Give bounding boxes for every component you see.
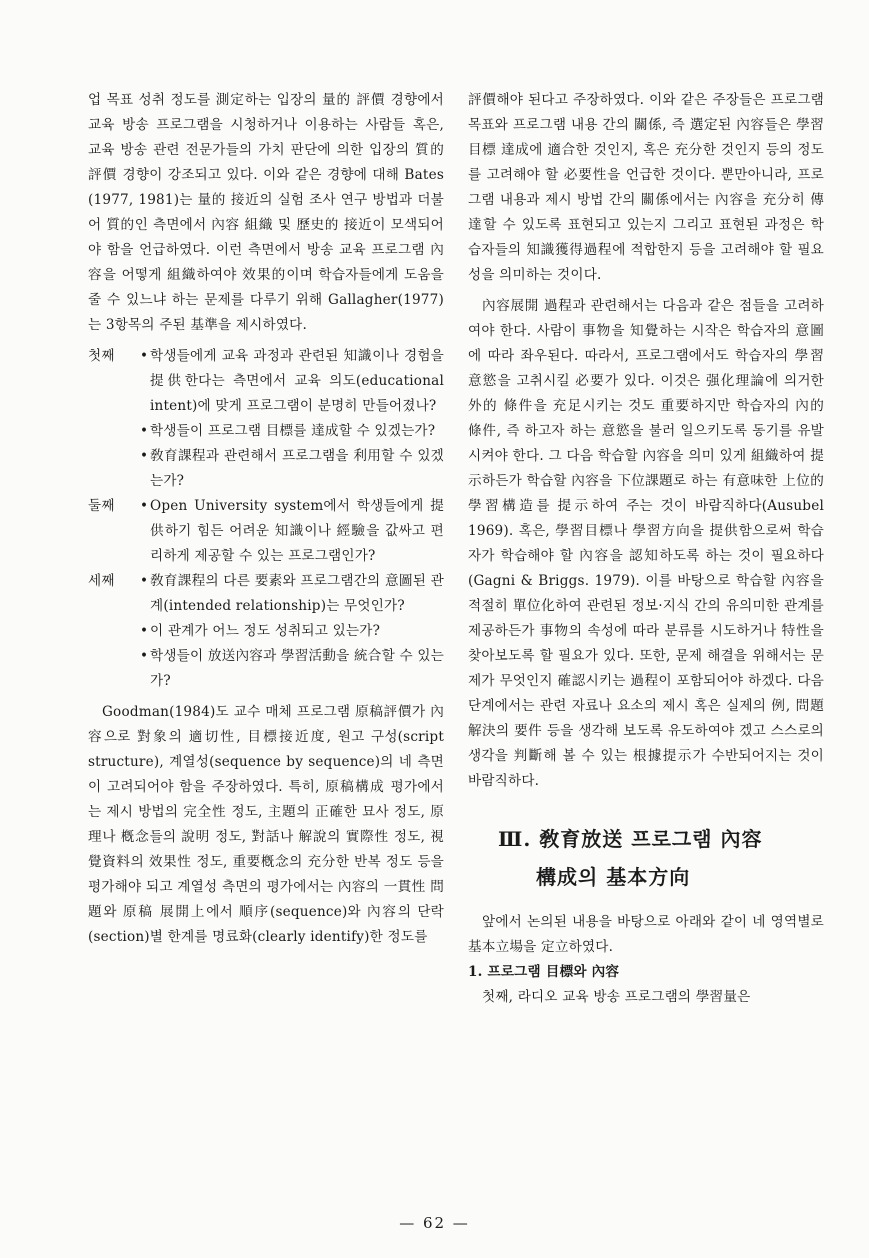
section-heading-line-2: 構成의 基本方向 [536, 865, 691, 889]
left-paragraph-1: 업 목표 성취 정도를 測定하는 입장의 量的 評價 경향에서 교육 방송 프로그램을 시청하거나 이용하는 사람들 혹은, 교육 방송 관련 전문가들의 가치 판단에 의한 입장의 質的 評價 경향이 강조되고 있다. 이와 같은 경향에 대해 Bates (1977, 1981)는 量的 接近의 실험 조사 연구 방법과 더불어 質的인 측면에서 內容 組織 및 歷史的 接近이 모색되어야 함을 언급하였다. 이런 측면에서 방송 교육 프로그램 內容을 어떻게 組織하여야 效果的이며 학습자들에게 도움을 줄 수 있느냐 하는 문제를 다루기 위해 Gallagher(1977)는 3항목의 주된 基準을 제시하였다. [88, 92, 444, 333]
question-text: 敎育課程의 다른 要素와 프로그램간의 意圖된 관계(intended relationship)는 무엇인가? [150, 573, 444, 614]
question-text: 이 관계가 어느 정도 성취되고 있는가? [150, 623, 381, 639]
question-item [88, 344, 444, 419]
right-paragraph-2: 內容展開 過程과 관련해서는 다음과 같은 점들을 고려하여야 한다. 사람이 事物을 知覺하는 시작은 학습자의 意圖에 따라 좌우된다. 따라서, 프로그램에서도 학습자의 學習意慾을 고취시킬 必要가 있다. 이것은 强化理論에 의거한 外的 條件을 充足시키는 것도 重要하지만 학습자의 內的 條件, 즉 하고자 하는 意慾을 불러 일으키도록 동기를 유발시켜야 한다. 그 다음 학습할 內容을 의미 있게 組織하여 提示하든가 학습할 內容을 下位課題로 하는 有意味한 上位的 學習構造를 提示하여 주는 것이 바람직하다(Ausubel 1969). 혹은, 學習目標나 學習方向을 提供함으로써 학습자가 학습해야 할 內容을 認知하도록 하는 것이 필요하다(Gagni & Briggs. 1979). 이를 바탕으로 학습할 內容을 적절히 單位化하여 관련된 정보·지식 간의 유의미한 관계를 제공하든가 事物의 속성에 따라 분류를 시도하거나 特性을 찾아보도록 할 필요가 있다. 또한, 문제 해결을 위해서는 문제가 무엇인지 確認시키는 過程이 포함되어야 하겠다. 다음 단계에서는 관련 자료나 요소의 제시 혹은 실제의 例, 問題解決의 要件 등을 생각해 보도록 유도하여야 겠고 스스로의 생각을 判斷해 볼 수 있는 根據提示가 수반되어지는 것이 바람직하다. [468, 298, 824, 789]
right-paragraph-3: 앞에서 논의된 내용을 바탕으로 아래와 같이 네 영역별로 基本立場을 定立하였다. [468, 914, 824, 955]
question-item [88, 569, 444, 619]
question-text: 敎育課程과 관련해서 프로그램을 利用할 수 있겠는가? [150, 448, 444, 489]
bullet-icon: • [140, 623, 149, 639]
question-item [88, 444, 444, 494]
left-paragraph-2: Goodman(1984)도 교수 매체 프로그램 原稿評價가 內容으로 對象의 適切性, 目標接近度, 원고 구성(script structure), 계열성(sequence by sequence)의 네 측면이 고려되어야 함을 주장하였다. 특히, 原稿構成 평가에서는 제시 방법의 完全性 정도, 主題의 正確한 묘사 정도, 原理나 槪念들의 說明 정도, 對話나 解說의 實際性 정도, 視覺資料의 效果性 정도, 重要槪念의 充分한 반복 정도 등을 평가해야 되고 계열성 측면의 평가에서는 內容의 一貫性 問題와 原稿 展開上에서 順序(sequence)와 內容의 단락(section)별 한계를 명료화(clearly identify)한 정도를 [88, 704, 444, 945]
question-item [88, 419, 444, 444]
question-group-third [88, 569, 444, 694]
bullet-icon: • [140, 423, 149, 439]
subsection-heading: 1. 프로그램 目標와 內容 [468, 964, 620, 980]
question-group-first [88, 344, 444, 494]
right-paragraph-1: 評價해야 된다고 주장하였다. 이와 같은 주장들은 프로그램 목표와 프로그램 내용 간의 關係, 즉 選定된 內容들은 學習目標 達成에 適合한 것인지, 혹은 充分한 것인지 등의 정도를 고려해야 할 必要性을 언급한 것이다. 뿐만아니라, 프로그램 내용과 제시 방법 간의 關係에서는 內容을 充分히 傳達할 수 있도록 표현되고 있는지 그리고 표현된 과정은 학습자들의 知識獲得過程에 적합한지 등을 고려해야 할 필요성을 의미하는 것이다. [468, 92, 824, 283]
question-item [88, 644, 444, 694]
question-text: Open University system에서 학생들에게 提供하기 힘든 어려운 知識이나 經驗을 값싸고 편리하게 제공할 수 있는 프로그램인가? [150, 498, 444, 564]
ordinal-label: 둘째 [88, 498, 115, 514]
left-column [88, 88, 444, 950]
section-heading-line-1: Ⅲ. 敎育放送 프로그램 內容 [498, 827, 763, 851]
ordinal-label: 세째 [88, 573, 115, 589]
bullet-icon: • [140, 348, 149, 364]
bullet-icon: • [140, 573, 149, 589]
question-group-second [88, 494, 444, 569]
question-text: 학생들에게 교육 과정과 관련된 知識이나 경험을 提供한다는 측면에서 교육 의도(educational intent)에 맞게 프로그램이 분명히 만들어졌나? [150, 348, 444, 414]
question-text: 학생들이 放送內容과 學習活動을 統合할 수 있는가? [150, 648, 444, 689]
question-text: 학생들이 프로그램 目標를 達成할 수 있겠는가? [150, 423, 436, 439]
ordinal-label: 첫째 [88, 348, 115, 364]
right-column [468, 88, 824, 1010]
bullet-icon: • [140, 498, 149, 514]
question-item [88, 619, 444, 644]
bullet-icon: • [140, 448, 149, 464]
right-paragraph-4: 첫째, 라디오 교육 방송 프로그램의 學習量은 [482, 989, 751, 1005]
page-number: — 62 — [399, 1214, 470, 1232]
question-item [88, 494, 444, 569]
section-heading [468, 820, 824, 896]
bullet-icon: • [140, 648, 149, 664]
